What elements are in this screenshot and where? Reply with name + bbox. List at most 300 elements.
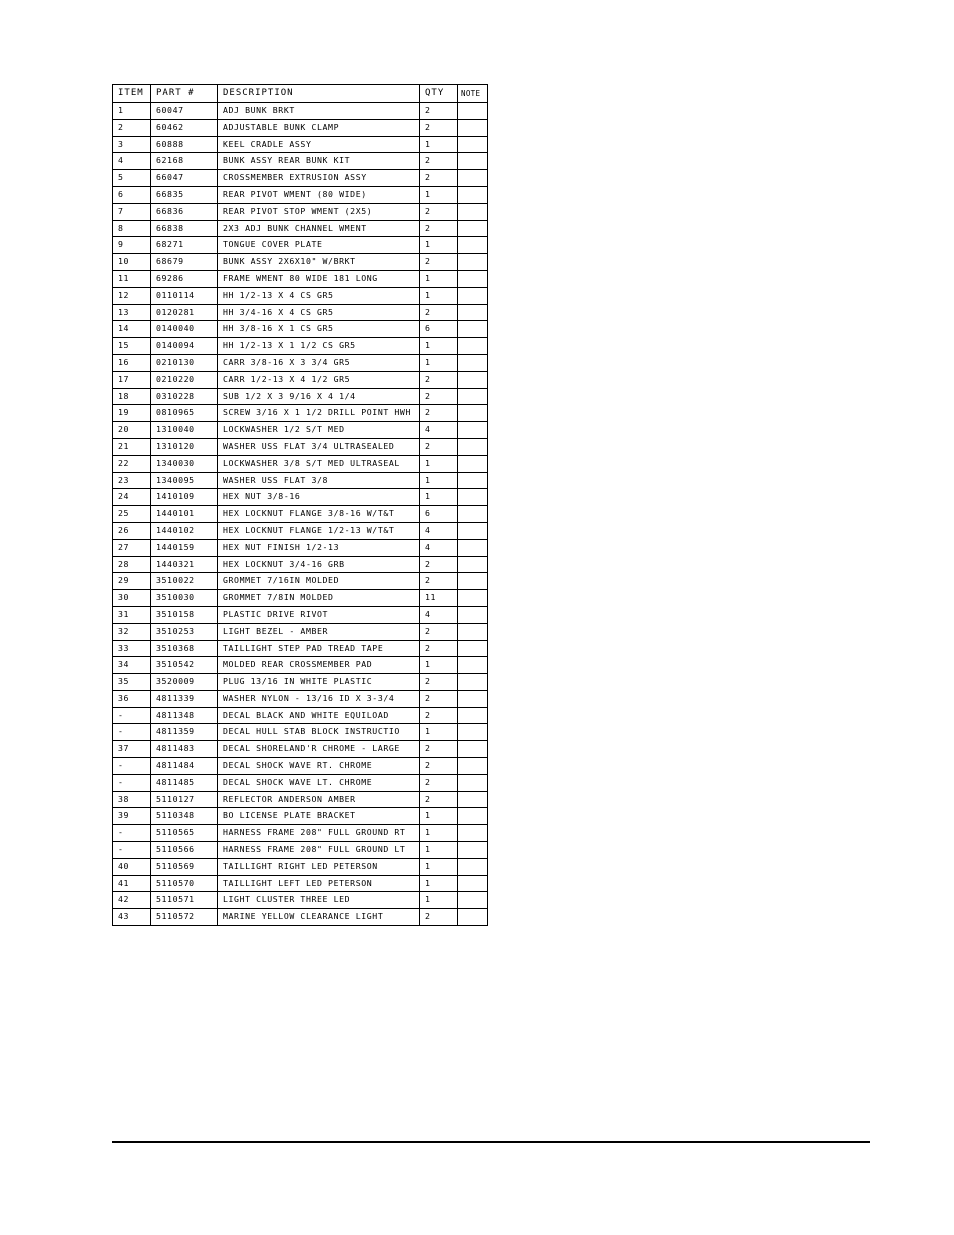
table-row bbox=[113, 287, 488, 304]
cell-qty: 1 bbox=[420, 724, 458, 741]
cell-note bbox=[458, 103, 488, 120]
table-row bbox=[113, 405, 488, 422]
cell-part-number: 4811359 bbox=[151, 724, 218, 741]
cell-qty: 1 bbox=[420, 808, 458, 825]
cell-qty: 4 bbox=[420, 422, 458, 439]
cell-note bbox=[458, 892, 488, 909]
cell-qty: 2 bbox=[420, 153, 458, 170]
cell-qty: 2 bbox=[420, 556, 458, 573]
cell-item: 6 bbox=[113, 186, 151, 203]
table-row bbox=[113, 640, 488, 657]
cell-qty: 1 bbox=[420, 237, 458, 254]
cell-qty: 1 bbox=[420, 455, 458, 472]
cell-description: HARNESS FRAME 208" FULL GROUND LT bbox=[218, 842, 420, 859]
cell-description: 2X3 ADJ BUNK CHANNEL WMENT bbox=[218, 220, 420, 237]
cell-part-number: 60047 bbox=[151, 103, 218, 120]
cell-note bbox=[458, 304, 488, 321]
cell-part-number: 3510542 bbox=[151, 657, 218, 674]
cell-part-number: 0140040 bbox=[151, 321, 218, 338]
cell-item: 34 bbox=[113, 657, 151, 674]
table-row bbox=[113, 858, 488, 875]
cell-part-number: 0210220 bbox=[151, 371, 218, 388]
cell-qty: 1 bbox=[420, 842, 458, 859]
table-row bbox=[113, 438, 488, 455]
table-row bbox=[113, 220, 488, 237]
cell-part-number: 5110127 bbox=[151, 791, 218, 808]
cell-part-number: 1340030 bbox=[151, 455, 218, 472]
cell-part-number: 5110570 bbox=[151, 875, 218, 892]
cell-description: SCREW 3/16 X 1 1/2 DRILL POINT HWH bbox=[218, 405, 420, 422]
table-row bbox=[113, 909, 488, 926]
cell-note bbox=[458, 405, 488, 422]
cell-part-number: 1410109 bbox=[151, 489, 218, 506]
cell-qty: 1 bbox=[420, 186, 458, 203]
cell-item: 20 bbox=[113, 422, 151, 439]
cell-note bbox=[458, 472, 488, 489]
cell-part-number: 68679 bbox=[151, 254, 218, 271]
cell-item: 28 bbox=[113, 556, 151, 573]
cell-part-number: 0110114 bbox=[151, 287, 218, 304]
header-row bbox=[113, 85, 488, 103]
table-row bbox=[113, 539, 488, 556]
cell-qty: 6 bbox=[420, 506, 458, 523]
cell-item: 16 bbox=[113, 354, 151, 371]
cell-description: REFLECTOR ANDERSON AMBER bbox=[218, 791, 420, 808]
header-note: NOTE bbox=[458, 85, 488, 103]
cell-item: 8 bbox=[113, 220, 151, 237]
cell-description: PLASTIC DRIVE RIVOT bbox=[218, 606, 420, 623]
cell-item: 27 bbox=[113, 539, 151, 556]
cell-qty: 1 bbox=[420, 875, 458, 892]
cell-description: HH 3/8-16 X 1 CS GR5 bbox=[218, 321, 420, 338]
cell-note bbox=[458, 220, 488, 237]
table-row bbox=[113, 657, 488, 674]
table-row bbox=[113, 170, 488, 187]
cell-part-number: 3510030 bbox=[151, 590, 218, 607]
cell-qty: 2 bbox=[420, 388, 458, 405]
header-description: DESCRIPTION bbox=[218, 85, 420, 103]
cell-qty: 2 bbox=[420, 304, 458, 321]
cell-item: 2 bbox=[113, 119, 151, 136]
table-row bbox=[113, 203, 488, 220]
cell-item: 10 bbox=[113, 254, 151, 271]
cell-qty: 1 bbox=[420, 657, 458, 674]
cell-part-number: 0210130 bbox=[151, 354, 218, 371]
cell-note bbox=[458, 590, 488, 607]
cell-item: - bbox=[113, 758, 151, 775]
table-row bbox=[113, 892, 488, 909]
cell-description: HH 1/2-13 X 4 CS GR5 bbox=[218, 287, 420, 304]
table-row bbox=[113, 422, 488, 439]
cell-description: HEX LOCKNUT 3/4-16 GRB bbox=[218, 556, 420, 573]
cell-description: DECAL BLACK AND WHITE EQUILOAD bbox=[218, 707, 420, 724]
cell-qty: 1 bbox=[420, 287, 458, 304]
table-row bbox=[113, 741, 488, 758]
table-row bbox=[113, 304, 488, 321]
cell-description: ADJ BUNK BRKT bbox=[218, 103, 420, 120]
cell-note bbox=[458, 909, 488, 926]
cell-description: HEX LOCKNUT FLANGE 1/2-13 W/T&T bbox=[218, 522, 420, 539]
table-row bbox=[113, 842, 488, 859]
cell-item: 29 bbox=[113, 573, 151, 590]
cell-item: 38 bbox=[113, 791, 151, 808]
cell-item: 22 bbox=[113, 455, 151, 472]
cell-description: TAILLIGHT LEFT LED PETERSON bbox=[218, 875, 420, 892]
table-row bbox=[113, 321, 488, 338]
cell-note bbox=[458, 203, 488, 220]
table-row bbox=[113, 707, 488, 724]
table-row bbox=[113, 758, 488, 775]
cell-description: BO LICENSE PLATE BRACKET bbox=[218, 808, 420, 825]
cell-description: BUNK ASSY 2X6X10" W/BRKT bbox=[218, 254, 420, 271]
cell-item: 33 bbox=[113, 640, 151, 657]
cell-part-number: 5110565 bbox=[151, 825, 218, 842]
cell-description: TAILLIGHT STEP PAD TREAD TAPE bbox=[218, 640, 420, 657]
cell-note bbox=[458, 506, 488, 523]
cell-note bbox=[458, 657, 488, 674]
cell-description: GROMMET 7/16IN MOLDED bbox=[218, 573, 420, 590]
cell-description: CARR 3/8-16 X 3 3/4 GR5 bbox=[218, 354, 420, 371]
cell-item: - bbox=[113, 707, 151, 724]
cell-item: - bbox=[113, 842, 151, 859]
cell-qty: 2 bbox=[420, 741, 458, 758]
cell-description: MOLDED REAR CROSSMEMBER PAD bbox=[218, 657, 420, 674]
cell-part-number: 1440101 bbox=[151, 506, 218, 523]
cell-item: 3 bbox=[113, 136, 151, 153]
cell-item: 4 bbox=[113, 153, 151, 170]
cell-qty: 1 bbox=[420, 892, 458, 909]
cell-description: DECAL SHOCK WAVE RT. CHROME bbox=[218, 758, 420, 775]
cell-item: 7 bbox=[113, 203, 151, 220]
cell-note bbox=[458, 556, 488, 573]
cell-part-number: 66838 bbox=[151, 220, 218, 237]
cell-part-number: 1440102 bbox=[151, 522, 218, 539]
table-row bbox=[113, 623, 488, 640]
cell-note bbox=[458, 573, 488, 590]
cell-note bbox=[458, 119, 488, 136]
cell-note bbox=[458, 774, 488, 791]
cell-qty: 2 bbox=[420, 707, 458, 724]
cell-description: CROSSMEMBER EXTRUSION ASSY bbox=[218, 170, 420, 187]
cell-part-number: 1440321 bbox=[151, 556, 218, 573]
cell-item: 12 bbox=[113, 287, 151, 304]
cell-note bbox=[458, 842, 488, 859]
cell-description: FRAME WMENT 80 WIDE 181 LONG bbox=[218, 270, 420, 287]
cell-note bbox=[458, 338, 488, 355]
cell-item: 39 bbox=[113, 808, 151, 825]
cell-item: 9 bbox=[113, 237, 151, 254]
cell-part-number: 3510368 bbox=[151, 640, 218, 657]
cell-description: HARNESS FRAME 208" FULL GROUND RT bbox=[218, 825, 420, 842]
table-row bbox=[113, 590, 488, 607]
table-row bbox=[113, 724, 488, 741]
cell-item: 17 bbox=[113, 371, 151, 388]
cell-description: BUNK ASSY REAR BUNK KIT bbox=[218, 153, 420, 170]
table-row bbox=[113, 186, 488, 203]
cell-note bbox=[458, 287, 488, 304]
cell-qty: 2 bbox=[420, 623, 458, 640]
cell-description: GROMMET 7/8IN MOLDED bbox=[218, 590, 420, 607]
table-row bbox=[113, 825, 488, 842]
cell-part-number: 4811485 bbox=[151, 774, 218, 791]
cell-part-number: 4811484 bbox=[151, 758, 218, 775]
footer-rule bbox=[112, 1141, 870, 1143]
cell-description: LIGHT BEZEL - AMBER bbox=[218, 623, 420, 640]
cell-qty: 2 bbox=[420, 774, 458, 791]
cell-item: - bbox=[113, 774, 151, 791]
cell-item: 41 bbox=[113, 875, 151, 892]
table-row bbox=[113, 136, 488, 153]
table-body bbox=[113, 103, 488, 926]
cell-item: 21 bbox=[113, 438, 151, 455]
cell-part-number: 0810965 bbox=[151, 405, 218, 422]
cell-qty: 4 bbox=[420, 539, 458, 556]
cell-part-number: 5110569 bbox=[151, 858, 218, 875]
cell-description: LOCKWASHER 3/8 S/T MED ULTRASEAL bbox=[218, 455, 420, 472]
cell-note bbox=[458, 153, 488, 170]
cell-part-number: 1440159 bbox=[151, 539, 218, 556]
cell-qty: 2 bbox=[420, 690, 458, 707]
cell-part-number: 0310228 bbox=[151, 388, 218, 405]
cell-note bbox=[458, 136, 488, 153]
cell-qty: 1 bbox=[420, 270, 458, 287]
cell-description: DECAL SHORELAND'R CHROME - LARGE bbox=[218, 741, 420, 758]
cell-item: 26 bbox=[113, 522, 151, 539]
cell-item: 31 bbox=[113, 606, 151, 623]
cell-description: WASHER NYLON - 13/16 ID X 3-3/4 bbox=[218, 690, 420, 707]
cell-note bbox=[458, 623, 488, 640]
cell-qty: 1 bbox=[420, 858, 458, 875]
cell-qty: 1 bbox=[420, 472, 458, 489]
cell-part-number: 5110566 bbox=[151, 842, 218, 859]
cell-note bbox=[458, 674, 488, 691]
cell-item: 18 bbox=[113, 388, 151, 405]
table-row bbox=[113, 103, 488, 120]
table-row bbox=[113, 254, 488, 271]
cell-qty: 1 bbox=[420, 825, 458, 842]
cell-part-number: 0140094 bbox=[151, 338, 218, 355]
table-row bbox=[113, 270, 488, 287]
table-row bbox=[113, 606, 488, 623]
cell-note bbox=[458, 254, 488, 271]
cell-qty: 2 bbox=[420, 103, 458, 120]
cell-part-number: 60888 bbox=[151, 136, 218, 153]
parts-list-table bbox=[112, 84, 488, 926]
cell-part-number: 3510253 bbox=[151, 623, 218, 640]
cell-description: TAILLIGHT RIGHT LED PETERSON bbox=[218, 858, 420, 875]
cell-description: ADJUSTABLE BUNK CLAMP bbox=[218, 119, 420, 136]
table-row bbox=[113, 489, 488, 506]
cell-qty: 2 bbox=[420, 254, 458, 271]
cell-description: REAR PIVOT STOP WMENT (2X5) bbox=[218, 203, 420, 220]
cell-note bbox=[458, 707, 488, 724]
cell-part-number: 3510158 bbox=[151, 606, 218, 623]
header-qty: QTY bbox=[420, 85, 458, 103]
cell-description: HH 3/4-16 X 4 CS GR5 bbox=[218, 304, 420, 321]
cell-part-number: 5110348 bbox=[151, 808, 218, 825]
cell-qty: 1 bbox=[420, 136, 458, 153]
cell-item: 5 bbox=[113, 170, 151, 187]
cell-qty: 2 bbox=[420, 909, 458, 926]
cell-note bbox=[458, 724, 488, 741]
cell-part-number: 5110571 bbox=[151, 892, 218, 909]
table-row bbox=[113, 237, 488, 254]
cell-part-number: 4811339 bbox=[151, 690, 218, 707]
cell-item: 19 bbox=[113, 405, 151, 422]
table-row bbox=[113, 119, 488, 136]
cell-description: HEX NUT FINISH 1/2-13 bbox=[218, 539, 420, 556]
cell-note bbox=[458, 741, 488, 758]
cell-note bbox=[458, 690, 488, 707]
table-row bbox=[113, 774, 488, 791]
cell-note bbox=[458, 186, 488, 203]
cell-part-number: 4811348 bbox=[151, 707, 218, 724]
cell-item: 35 bbox=[113, 674, 151, 691]
table-row bbox=[113, 338, 488, 355]
cell-note bbox=[458, 170, 488, 187]
cell-qty: 1 bbox=[420, 354, 458, 371]
cell-item: - bbox=[113, 825, 151, 842]
cell-part-number: 5110572 bbox=[151, 909, 218, 926]
cell-qty: 2 bbox=[420, 640, 458, 657]
cell-part-number: 1310040 bbox=[151, 422, 218, 439]
cell-description: WASHER USS FLAT 3/8 bbox=[218, 472, 420, 489]
cell-note bbox=[458, 825, 488, 842]
cell-part-number: 66836 bbox=[151, 203, 218, 220]
cell-note bbox=[458, 606, 488, 623]
cell-item: 40 bbox=[113, 858, 151, 875]
header-part-number: PART # bbox=[151, 85, 218, 103]
cell-description: LOCKWASHER 1/2 S/T MED bbox=[218, 422, 420, 439]
table-row bbox=[113, 522, 488, 539]
cell-part-number: 1310120 bbox=[151, 438, 218, 455]
cell-description: WASHER USS FLAT 3/4 ULTRASEALED bbox=[218, 438, 420, 455]
table-row bbox=[113, 455, 488, 472]
cell-qty: 2 bbox=[420, 405, 458, 422]
cell-description: HH 1/2-13 X 1 1/2 CS GR5 bbox=[218, 338, 420, 355]
table-row bbox=[113, 371, 488, 388]
cell-item: 1 bbox=[113, 103, 151, 120]
cell-qty: 4 bbox=[420, 522, 458, 539]
cell-item: 25 bbox=[113, 506, 151, 523]
table-header bbox=[113, 85, 488, 103]
cell-description: HEX NUT 3/8-16 bbox=[218, 489, 420, 506]
cell-item: 36 bbox=[113, 690, 151, 707]
cell-description: DECAL SHOCK WAVE LT. CHROME bbox=[218, 774, 420, 791]
cell-description: MARINE YELLOW CLEARANCE LIGHT bbox=[218, 909, 420, 926]
cell-description: LIGHT CLUSTER THREE LED bbox=[218, 892, 420, 909]
cell-item: 43 bbox=[113, 909, 151, 926]
cell-note bbox=[458, 791, 488, 808]
cell-note bbox=[458, 270, 488, 287]
cell-item: 11 bbox=[113, 270, 151, 287]
cell-note bbox=[458, 758, 488, 775]
cell-note bbox=[458, 875, 488, 892]
cell-note bbox=[458, 539, 488, 556]
table-row bbox=[113, 573, 488, 590]
cell-item: 13 bbox=[113, 304, 151, 321]
cell-part-number: 66047 bbox=[151, 170, 218, 187]
cell-part-number: 0120281 bbox=[151, 304, 218, 321]
table-row bbox=[113, 472, 488, 489]
cell-note bbox=[458, 388, 488, 405]
table-row bbox=[113, 388, 488, 405]
cell-description: DECAL HULL STAB BLOCK INSTRUCTIO bbox=[218, 724, 420, 741]
cell-note bbox=[458, 354, 488, 371]
cell-description: SUB 1/2 X 3 9/16 X 4 1/4 bbox=[218, 388, 420, 405]
cell-qty: 2 bbox=[420, 791, 458, 808]
table-row bbox=[113, 690, 488, 707]
header-item: ITEM bbox=[113, 85, 151, 103]
cell-item: 32 bbox=[113, 623, 151, 640]
cell-item: 23 bbox=[113, 472, 151, 489]
cell-qty: 2 bbox=[420, 119, 458, 136]
cell-item: 15 bbox=[113, 338, 151, 355]
cell-description: PLUG 13/16 IN WHITE PLASTIC bbox=[218, 674, 420, 691]
cell-note bbox=[458, 438, 488, 455]
cell-part-number: 62168 bbox=[151, 153, 218, 170]
cell-item: 30 bbox=[113, 590, 151, 607]
cell-item: 42 bbox=[113, 892, 151, 909]
cell-item: 14 bbox=[113, 321, 151, 338]
cell-item: - bbox=[113, 724, 151, 741]
cell-description: CARR 1/2-13 X 4 1/2 GR5 bbox=[218, 371, 420, 388]
cell-part-number: 60462 bbox=[151, 119, 218, 136]
cell-description: KEEL CRADLE ASSY bbox=[218, 136, 420, 153]
cell-qty: 6 bbox=[420, 321, 458, 338]
table-row bbox=[113, 556, 488, 573]
cell-qty: 2 bbox=[420, 371, 458, 388]
cell-qty: 2 bbox=[420, 170, 458, 187]
cell-item: 24 bbox=[113, 489, 151, 506]
cell-part-number: 1340095 bbox=[151, 472, 218, 489]
cell-qty: 4 bbox=[420, 606, 458, 623]
cell-qty: 11 bbox=[420, 590, 458, 607]
cell-part-number: 3510022 bbox=[151, 573, 218, 590]
cell-qty: 1 bbox=[420, 338, 458, 355]
cell-item: 37 bbox=[113, 741, 151, 758]
cell-qty: 2 bbox=[420, 573, 458, 590]
cell-qty: 2 bbox=[420, 438, 458, 455]
cell-part-number: 66835 bbox=[151, 186, 218, 203]
cell-description: TONGUE COVER PLATE bbox=[218, 237, 420, 254]
cell-note bbox=[458, 455, 488, 472]
cell-part-number: 4811483 bbox=[151, 741, 218, 758]
cell-part-number: 68271 bbox=[151, 237, 218, 254]
table-row bbox=[113, 875, 488, 892]
cell-part-number: 3520009 bbox=[151, 674, 218, 691]
cell-note bbox=[458, 858, 488, 875]
cell-note bbox=[458, 371, 488, 388]
cell-qty: 2 bbox=[420, 674, 458, 691]
cell-note bbox=[458, 422, 488, 439]
cell-qty: 2 bbox=[420, 203, 458, 220]
table-row bbox=[113, 791, 488, 808]
cell-part-number: 69286 bbox=[151, 270, 218, 287]
table-row bbox=[113, 153, 488, 170]
cell-qty: 1 bbox=[420, 489, 458, 506]
cell-description: REAR PIVOT WMENT (80 WIDE) bbox=[218, 186, 420, 203]
table-row bbox=[113, 354, 488, 371]
table-row bbox=[113, 674, 488, 691]
cell-note bbox=[458, 237, 488, 254]
cell-note bbox=[458, 808, 488, 825]
cell-note bbox=[458, 321, 488, 338]
cell-description: HEX LOCKNUT FLANGE 3/8-16 W/T&T bbox=[218, 506, 420, 523]
cell-qty: 2 bbox=[420, 758, 458, 775]
cell-note bbox=[458, 522, 488, 539]
table-row bbox=[113, 506, 488, 523]
